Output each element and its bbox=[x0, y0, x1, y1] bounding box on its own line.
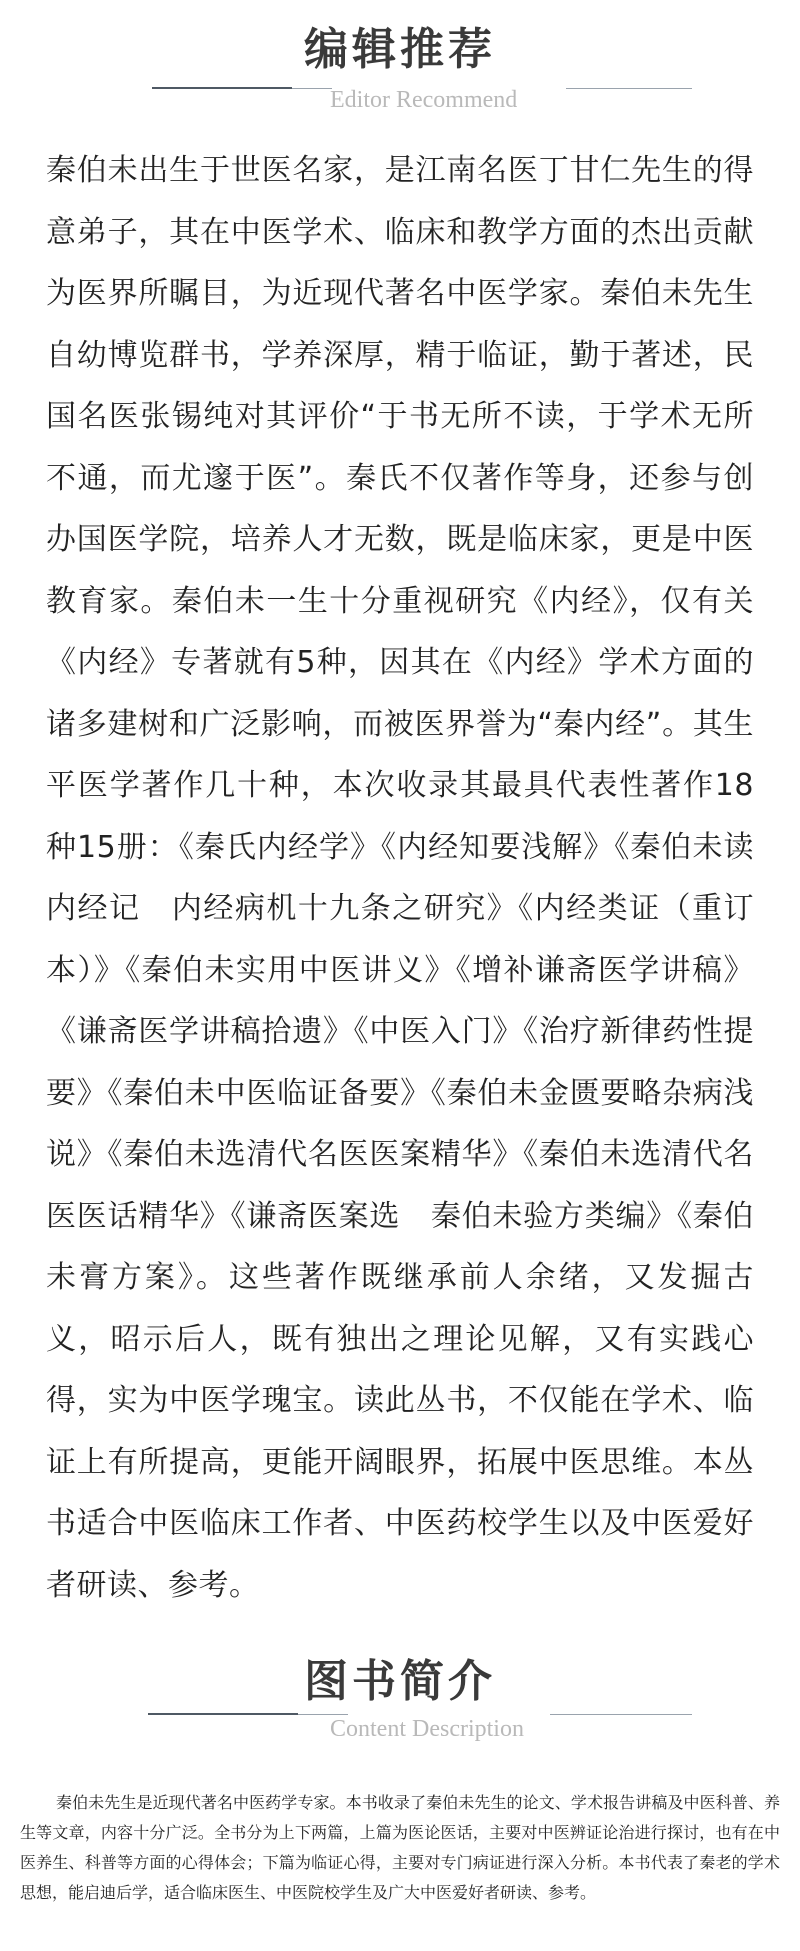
content-description-header bbox=[0, 1656, 800, 1742]
editor-header-right-divider bbox=[566, 88, 692, 89]
editor-recommend-body: 秦伯未出生于世医名家，是江南名医丁甘仁先生的得意弟子，其在中医学术、临床和教学方面的杰出贡献为医界所瞩目，为近现代著名中医学家。秦伯未先生自幼博览群书，学养深厚，精于临证，勤于著述，民国名医张锡纯对其评价“于书无所不读，于学术无所不通，而尤邃于医”。秦氏不仅著作等身，还参与创办国医学院，培养人才无数，既是临床家，更是中医教育家。秦伯未一生十分重视研究《内经》，仅有关《内经》专著就有5种，因其在《内经》学术方面的诸多建树和广泛影响，而被医界誉为“秦内经”。其生平医学著作几十种，本次收录其最具代表性著作18种15册：《秦氏内经学》《内经知要浅解》《秦伯未读内经记 内经病机十九条之研究》《内经类证（重订本）》《秦伯未实用中医讲义》《增补谦斋医学讲稿》《谦斋医学讲稿拾遗》《中医入门》《治疗新律药性提要》《秦伯未中医临证备要》《秦伯未金匮要略杂病浅说》《秦伯未选清代名医医案精华》《秦伯未选清代名医医话精华》《谦斋医案选 秦伯未验方类编》《秦伯未膏方案》。这些著作既继承前人余绪，又发掘古义，昭示后人，既有独出之理论见解，又有实践心得，实为中医学瑰宝。读此丛书，不仅能在学术、临证上有所提高，更能开阔眼界，拓展中医思维。本丛书适合中医临床工作者、中医药校学生以及中医爱好者研读、参考。 bbox=[46, 153, 754, 1603]
content-description-body: 秦伯未先生是近现代著名中医药学专家。本书收录了秦伯未先生的论文、学术报告讲稿及中医科普、养生等文章，内容十分广泛。全书分为上下两篇，上篇为医论医话，主要对中医辨证论治进行探讨，也有在中医养生、科普等方面的心得体会；下篇为临证心得，主要对专门病证进行深入分析。本书代表了秦老的学术思想，能启迪后学，适合临床医生、中医院校学生及广大中医爱好者研读、参考。 bbox=[20, 1793, 780, 1902]
editor-recommend-header bbox=[0, 24, 800, 118]
content-header-right-divider bbox=[550, 1714, 692, 1715]
content-description-subtitle: Content Description bbox=[330, 1716, 524, 1742]
content-description-title: 图书简介 bbox=[304, 1656, 496, 1707]
editor-recommend-subtitle: Editor Recommend bbox=[330, 87, 518, 113]
content-header-left-accent-divider bbox=[148, 1713, 298, 1715]
editor-header-left-accent-divider bbox=[152, 87, 292, 89]
editor-recommend-title: 编辑推荐 bbox=[304, 24, 496, 75]
